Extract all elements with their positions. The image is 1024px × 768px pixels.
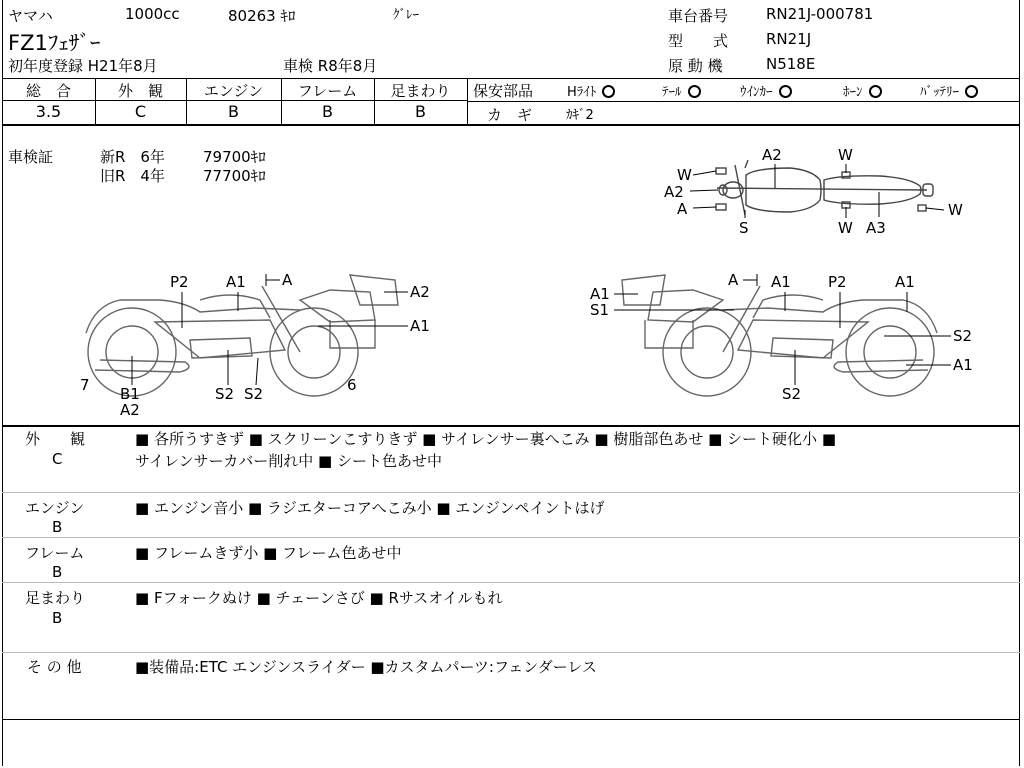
safety-horn: ﾎｰﾝ: [843, 81, 882, 100]
type-label: 型 式: [668, 32, 729, 50]
exterior-grade: C: [134, 102, 147, 121]
key-label: カ ギ: [487, 106, 533, 124]
safety-winker: ｳｲﾝｶｰ: [740, 81, 792, 100]
key-value: ｶｷﾞ2: [566, 108, 594, 123]
remark-engine-label: エンジン: [25, 499, 85, 517]
remark-frame-grade: B: [52, 563, 63, 581]
label-right-a: A: [728, 271, 739, 289]
frame-no-label: 車台番号: [668, 7, 729, 25]
remark-exterior-line1: ■ 各所うすきず ■ スクリーンこすりきず ■ サイレンサー裏へこみ ■ 樹脂部色あせ ■ シート硬化小 ■: [135, 430, 836, 448]
remark-engine-grade: B: [52, 518, 63, 536]
engine-label: 原 動 機: [668, 57, 723, 75]
label-left-a: A: [282, 271, 293, 289]
cert-label: 車検証: [8, 148, 54, 166]
label-left-b1: B1: [120, 385, 140, 403]
label-left-6: 6: [347, 376, 357, 394]
label-left-7: 7: [80, 376, 90, 394]
first-registration: 初年度登録 H21年8月: [8, 57, 158, 75]
remarks-divider: [2, 582, 1020, 583]
suspension-grade-label: 足まわり: [390, 82, 451, 100]
label-left-s2b: S2: [244, 385, 264, 403]
inspection-date: 車検 R8年8月: [283, 57, 378, 75]
remark-exterior-line2: サイレンサーカバー削れ中 ■ シート色あせ中: [135, 452, 442, 470]
engine-grade: B: [228, 102, 239, 121]
overall-label: 総 合: [25, 82, 71, 100]
color: ｸﾞﾚｰ: [393, 8, 419, 23]
overall-grade: 3.5: [35, 102, 62, 121]
mileage: 80263 ｷﾛ: [228, 7, 296, 25]
remark-other-line1: ■装備品:ETC エンジンスライダー ■カスタムパーツ:フェンダーレス: [135, 658, 597, 676]
grade-table-top: [2, 78, 1020, 79]
safety-mid-line: [467, 101, 1020, 102]
cert-new-label: 新R 6年: [100, 148, 165, 166]
remarks-divider: [2, 537, 1020, 538]
label-top-a: A: [677, 200, 688, 218]
label-right-a1b: A1: [895, 273, 915, 291]
label-left-a1a: A1: [226, 273, 246, 291]
remark-exterior-grade: C: [52, 450, 63, 468]
remark-other-label: そ の 他: [27, 658, 82, 676]
label-top-s: S: [739, 219, 749, 237]
label-top-w3: W: [838, 219, 853, 237]
safety-taillight: ﾃｰﾙ: [662, 81, 701, 100]
motorcycle-diagrams: [0, 126, 1024, 426]
remark-frame-line1: ■ フレームきず小 ■ フレーム色あせ中: [135, 544, 402, 562]
top-view-leaders: [690, 164, 944, 218]
safety-headlight: Hﾗｲﾄ: [567, 81, 615, 100]
remark-exterior-label: 外 観: [25, 430, 86, 448]
label-top-w4: W: [948, 201, 963, 219]
label-top-a2a: A2: [664, 183, 684, 201]
remarks-divider: [2, 492, 1020, 493]
label-right-s2b: S2: [782, 385, 802, 403]
displacement: 1000cc: [125, 5, 180, 23]
suspension-grade: B: [415, 102, 426, 121]
top-view-labels: [664, 146, 963, 237]
frame-grade: B: [322, 102, 333, 121]
frame-no: RN21J-000781: [766, 5, 874, 23]
top-view-diagram: [716, 160, 933, 215]
label-right-p2: P2: [828, 273, 847, 291]
right-view-labels: [590, 271, 973, 403]
frame-grade-label: フレーム: [297, 82, 358, 100]
engine-grade-label: エンジン: [203, 82, 264, 100]
label-right-s1: S1: [590, 301, 610, 319]
remark-suspension-grade: B: [52, 609, 63, 627]
remarks-bottom: [2, 719, 1020, 720]
label-left-p2: P2: [170, 273, 189, 291]
remarks-top: [2, 425, 1020, 427]
type-value: RN21J: [766, 30, 812, 48]
label-left-a1b: A1: [410, 317, 430, 335]
label-right-a1a: A1: [771, 273, 791, 291]
label-left-s2a: S2: [215, 385, 235, 403]
left-view-labels: [80, 271, 430, 419]
remark-suspension-line1: ■ Fフォークぬけ ■ チェーンさび ■ Rサスオイルもれ: [135, 589, 503, 607]
maker: ヤマハ: [8, 7, 53, 25]
safety-battery: ﾊﾞｯﾃﾘｰ: [920, 81, 978, 100]
label-left-a2: A2: [410, 283, 430, 301]
cert-old-label: 旧R 4年: [100, 167, 165, 185]
label-right-a1d: A1: [953, 356, 973, 374]
exterior-label: 外 観: [117, 82, 163, 100]
label-top-a2b: A2: [762, 146, 782, 164]
remark-suspension-label: 足まわり: [25, 589, 86, 607]
label-right-a1c: A1: [590, 285, 610, 303]
remark-frame-label: フレーム: [25, 544, 85, 562]
engine-value: N518E: [766, 55, 816, 73]
cert-new-km: 79700ｷﾛ: [203, 148, 266, 166]
safety-label: 保安部品: [473, 82, 534, 100]
label-top-w1: W: [677, 166, 692, 184]
model-name: FZ1ﾌｪｻﾞｰ: [8, 31, 101, 55]
label-left-a2b: A2: [120, 401, 140, 419]
label-top-w2: W: [838, 146, 853, 164]
remark-engine-line1: ■ エンジン音小 ■ ラジエターコアへこみ小 ■ エンジンペイントはげ: [135, 499, 605, 517]
label-top-a3: A3: [866, 219, 886, 237]
label-right-s2a: S2: [953, 327, 973, 345]
cert-old-km: 77700ｷﾛ: [203, 167, 266, 185]
remarks-divider: [2, 652, 1020, 653]
